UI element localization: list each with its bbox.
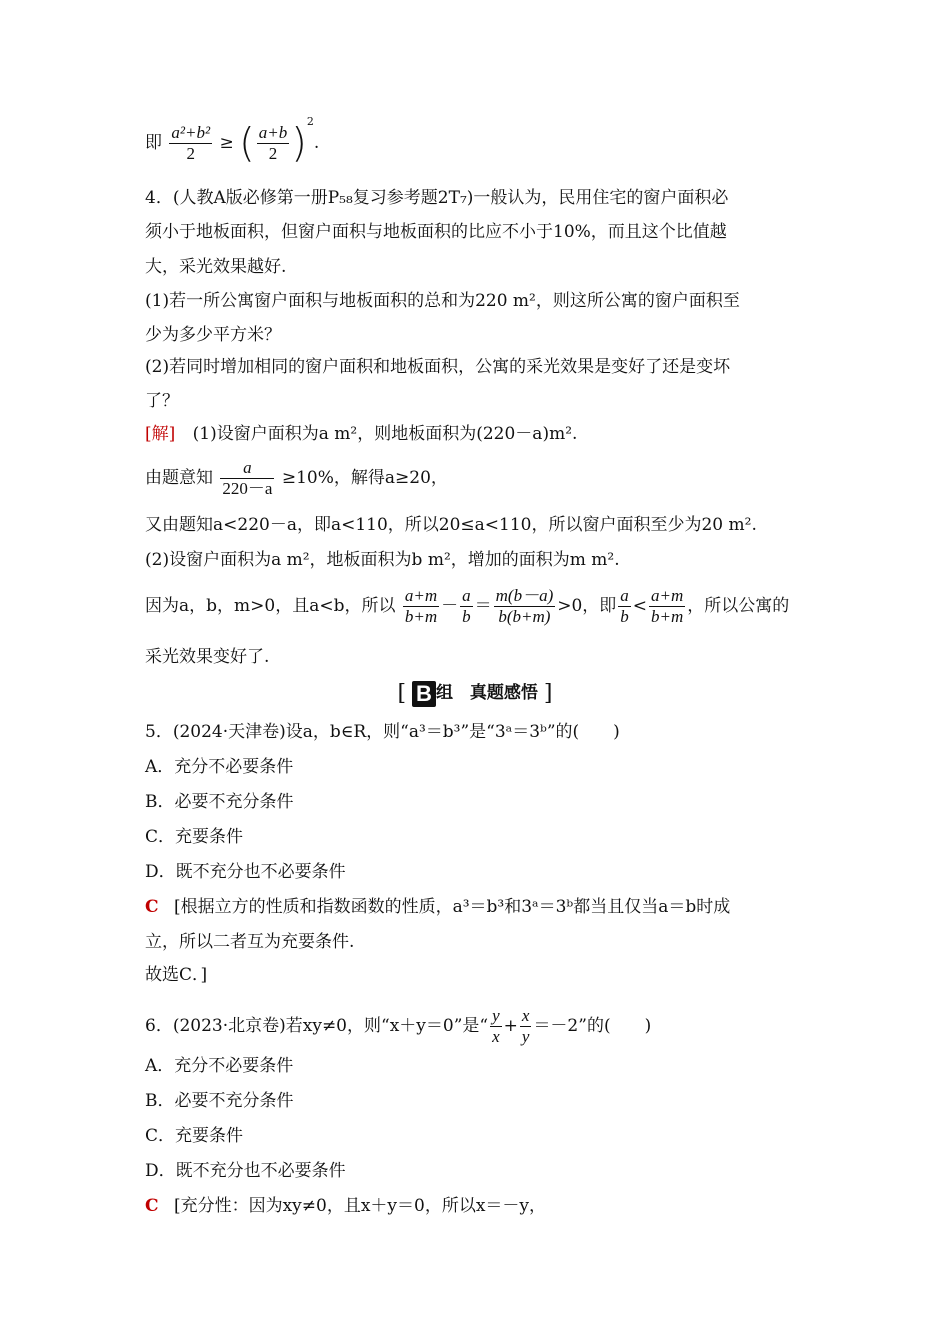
fraction-difference-num: m(b－a)	[495, 586, 554, 605]
fraction-difference	[494, 586, 556, 627]
fraction-a-b-2-num: a	[620, 586, 629, 605]
equals-sign: ＝	[474, 596, 492, 616]
fraction-am-bm-2-num: a+m	[651, 586, 684, 605]
q6-fraction-y-x	[490, 1006, 502, 1047]
solution4-step5-prefix: 因为a，b，m>0，且a<b，所以	[145, 596, 396, 616]
q6-option-d: D．既不充分也不必要条件	[145, 1161, 346, 1181]
solution4-line3: 又由题知a<220－a，即a<110，所以20≤a<110，所以窗户面积至少为20 m².	[145, 515, 757, 535]
fraction-am-bm-2	[649, 586, 685, 627]
q6-option-c: C．充要条件	[145, 1126, 244, 1146]
fraction-am-bm-num: a+m	[404, 586, 438, 605]
q6-option-a: A．充分不必要条件	[145, 1056, 294, 1076]
q6-explanation-text1: [充分性：因为xy≠0，且x＋y＝0，所以x＝－y，	[173, 1196, 547, 1216]
solution4-step2-prefix: 由题意知	[145, 468, 213, 488]
q4-part1-line1: (1)若一所公寓窗户面积与地板面积的总和为220 m²，则这所公寓的窗户面积至	[145, 291, 740, 311]
q5-explanation-line3: 故选C．]	[145, 965, 208, 985]
q6-fraction-x-y	[520, 1006, 532, 1047]
ratio-numerator: a	[220, 458, 274, 479]
fraction-am-bm-den: b+m	[404, 607, 438, 626]
q6-answer: C	[145, 1196, 159, 1216]
rhs-numerator: a+b	[258, 123, 288, 142]
derivation-end: .	[313, 133, 320, 153]
section-letter-badge: B	[412, 681, 436, 707]
solution4-line5	[145, 586, 789, 627]
q5-explanation-line1	[145, 895, 730, 919]
q6-explanation-line1	[145, 1194, 546, 1218]
rhs-denominator: 2	[268, 144, 278, 163]
fraction-a-b-2-den: b	[620, 607, 629, 626]
fraction-difference-den: b(b+m)	[498, 607, 551, 626]
solution-tag: [解]	[145, 424, 176, 444]
fraction-a-b-num: a	[462, 586, 471, 605]
minus-sign: －	[441, 596, 459, 616]
q4-line3: 大，采光效果越好.	[145, 257, 287, 277]
fraction-a-b-2	[618, 586, 631, 627]
rhs-fraction	[257, 123, 289, 164]
fraction-am-bm	[403, 586, 439, 627]
derivation-line	[145, 115, 320, 167]
derivation-prefix: 即	[145, 133, 162, 153]
q6-stem	[145, 1006, 651, 1047]
solution4-step5-suffix: ，所以公寓的	[687, 596, 790, 616]
solution4-step2-suffix: ≥10%，解得a≥20，	[281, 468, 448, 488]
q5-option-a: A．充分不必要条件	[145, 757, 294, 777]
q6-fraction-y-x-num: y	[492, 1006, 500, 1025]
solution4-line2	[145, 458, 448, 499]
lhs-numerator: a²+b²	[171, 123, 211, 142]
q4-part2-line2: 了？	[145, 391, 179, 411]
lhs-denominator: 2	[186, 144, 195, 163]
q5-explanation-text1: [根据立方的性质和指数函数的性质，a³＝b³和3ᵃ＝3ᵇ都当且仅当a＝b时成	[173, 897, 731, 917]
ratio-denominator: 220－a	[222, 479, 273, 498]
left-paren-icon: (	[239, 120, 255, 167]
q5-stem: 5．(2024·天津卷)设a，b∈R，则“a³＝b³”是“3ᵃ＝3ᵇ”的( )	[145, 722, 620, 742]
q5-explanation-line2: 立，所以二者互为充要条件.	[145, 932, 355, 952]
q6-stem-prefix: 6．(2023·北京卷)若xy≠0，则“x＋y＝0”是“	[145, 1016, 489, 1036]
less-than-sign: <	[632, 596, 648, 616]
q6-fraction-y-x-den: x	[492, 1027, 500, 1046]
section-title: 组 真题感悟	[435, 683, 538, 703]
rhs-exponent: 2	[306, 115, 314, 129]
fraction-a-b-den: b	[462, 607, 471, 626]
q4-part2-line1: (2)若同时增加相同的窗户面积和地板面积，公寓的采光效果是变好了还是变坏	[145, 357, 731, 377]
q4-line1: 4．(人教A版必修第一册P₅₈复习参考题2T₇)一般认为，民用住宅的窗户面积必	[145, 188, 729, 208]
lhs-fraction	[169, 123, 212, 164]
solution4-step5-mid: >0，即	[557, 596, 617, 616]
solution4-line1	[145, 422, 577, 446]
q5-option-c: C．充要条件	[145, 827, 244, 847]
q4-line2: 须小于地板面积，但窗户面积与地板面积的比应不小于10%，而且这个比值越	[145, 222, 727, 242]
q6-option-b: B．必要不充分条件	[145, 1091, 294, 1111]
relation-symbol: ≥	[219, 133, 234, 153]
fraction-a-b	[460, 586, 473, 627]
q6-stem-suffix: ＝－2”的( )	[533, 1016, 652, 1036]
q4-part1-line2: 少为多少平方米？	[145, 325, 281, 345]
solution4-line4: (2)设窗户面积为a m²，地板面积为b m²，增加的面积为m m².	[145, 550, 620, 570]
q6-fraction-x-y-num: x	[521, 1006, 530, 1025]
section-left-bracket: [	[397, 681, 407, 706]
q6-fraction-x-y-den: y	[521, 1027, 530, 1046]
q5-option-b: B．必要不充分条件	[145, 792, 294, 812]
solution4-step1: (1)设窗户面积为a m²，则地板面积为(220－a)m².	[192, 424, 578, 444]
plus-sign: +	[503, 1016, 518, 1036]
solution4-line6: 采光效果变好了.	[145, 647, 270, 667]
q5-option-d: D．既不充分也不必要条件	[145, 862, 346, 882]
q5-answer: C	[145, 897, 159, 917]
section-right-bracket: ]	[543, 681, 553, 706]
fraction-am-bm-2-den: b+m	[651, 607, 684, 626]
ratio-fraction	[220, 458, 274, 499]
section-header-b	[0, 678, 950, 707]
right-paren-icon: )	[291, 120, 307, 167]
